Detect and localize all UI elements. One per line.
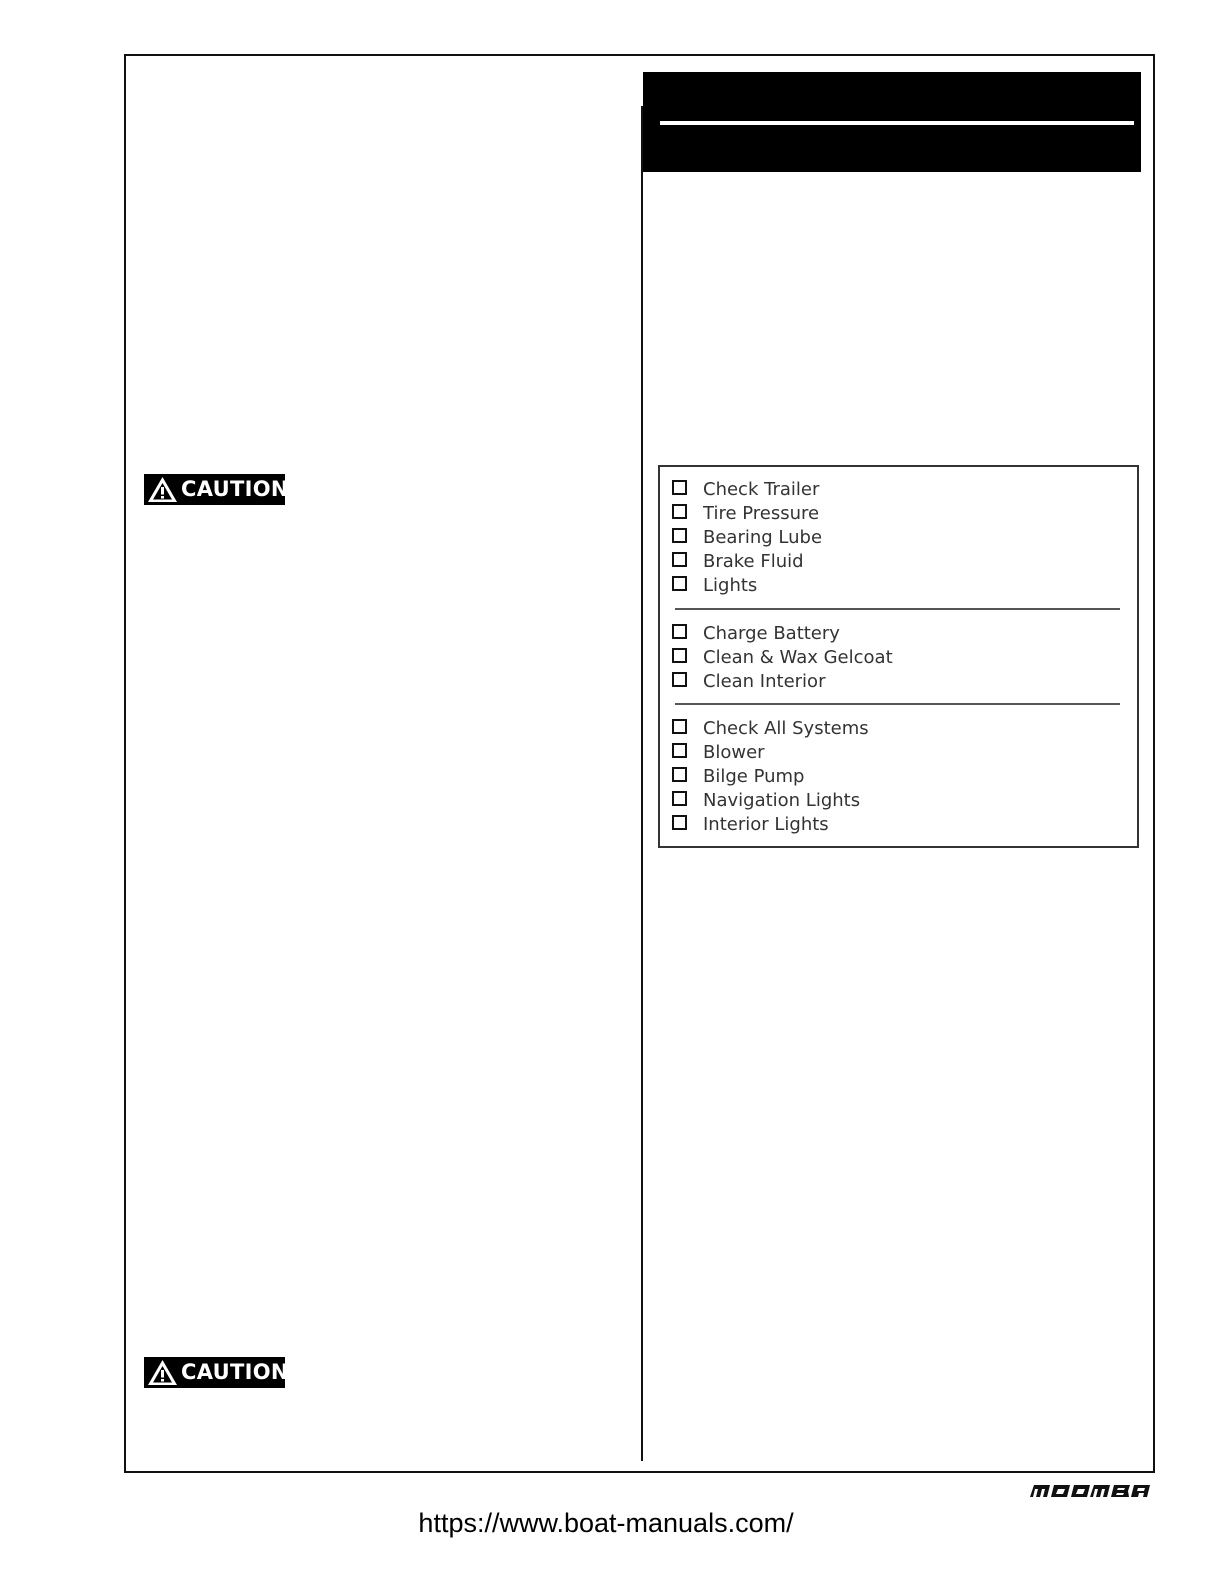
checklist-item-label: Check All Systems [703, 717, 869, 739]
checkbox-icon[interactable] [672, 504, 687, 519]
caution-badge [144, 1357, 289, 1388]
checklist-item [672, 740, 869, 764]
checklist-item [672, 764, 869, 788]
maintenance-checklist [658, 465, 1139, 848]
column-divider [641, 106, 643, 1461]
checklist-item [672, 716, 869, 740]
checklist-item-label: Tire Pressure [703, 502, 820, 524]
brand-logo [1030, 1484, 1160, 1498]
checklist-divider [675, 703, 1120, 705]
checklist-item-label: Interior Lights [703, 813, 829, 835]
section-header-rule [660, 121, 1134, 125]
caution-label: CAUTION [181, 1360, 289, 1384]
checklist-item-label: Bilge Pump [703, 765, 805, 787]
checklist-item-label: Brake Fluid [703, 550, 804, 572]
checklist-item [672, 477, 822, 501]
checklist-item-label: Bearing Lube [703, 526, 823, 548]
checklist-item [672, 501, 822, 525]
checkbox-icon[interactable] [672, 719, 687, 734]
checklist-group-trailer [672, 477, 822, 597]
checkbox-icon[interactable] [672, 648, 687, 663]
checkbox-icon[interactable] [672, 624, 687, 639]
checklist-item [672, 812, 869, 836]
checklist-item-label: Blower [703, 741, 765, 763]
checklist-group-systems [672, 716, 869, 836]
checkbox-icon[interactable] [672, 576, 687, 591]
checklist-item [672, 621, 893, 645]
checklist-item-label: Charge Battery [703, 622, 840, 644]
checkbox-icon[interactable] [672, 767, 687, 782]
checklist-item [672, 549, 822, 573]
checkbox-icon[interactable] [672, 672, 687, 687]
warning-triangle-icon [146, 475, 179, 504]
checklist-item [672, 645, 893, 669]
checklist-item-label: Clean & Wax Gelcoat [703, 646, 893, 668]
checklist-item-label: Clean Interior [703, 670, 826, 692]
checkbox-icon[interactable] [672, 552, 687, 567]
checklist-item [672, 669, 893, 693]
checkbox-icon[interactable] [672, 480, 687, 495]
caution-label: CAUTION [181, 477, 289, 501]
checklist-item [672, 525, 822, 549]
checklist-item [672, 573, 822, 597]
checklist-item [672, 788, 869, 812]
checklist-item-label: Navigation Lights [703, 789, 861, 811]
checklist-divider [675, 608, 1120, 610]
checkbox-icon[interactable] [672, 743, 687, 758]
checklist-item-label: Check Trailer [703, 478, 820, 500]
checklist-item-label: Lights [703, 574, 758, 596]
checkbox-icon[interactable] [672, 528, 687, 543]
checkbox-icon[interactable] [672, 815, 687, 830]
caution-badge [144, 474, 289, 505]
checklist-group-cleaning [672, 621, 893, 693]
footer-url[interactable]: https://www.boat-manuals.com/ [418, 1508, 794, 1538]
warning-triangle-icon [146, 1358, 179, 1387]
checkbox-icon[interactable] [672, 791, 687, 806]
